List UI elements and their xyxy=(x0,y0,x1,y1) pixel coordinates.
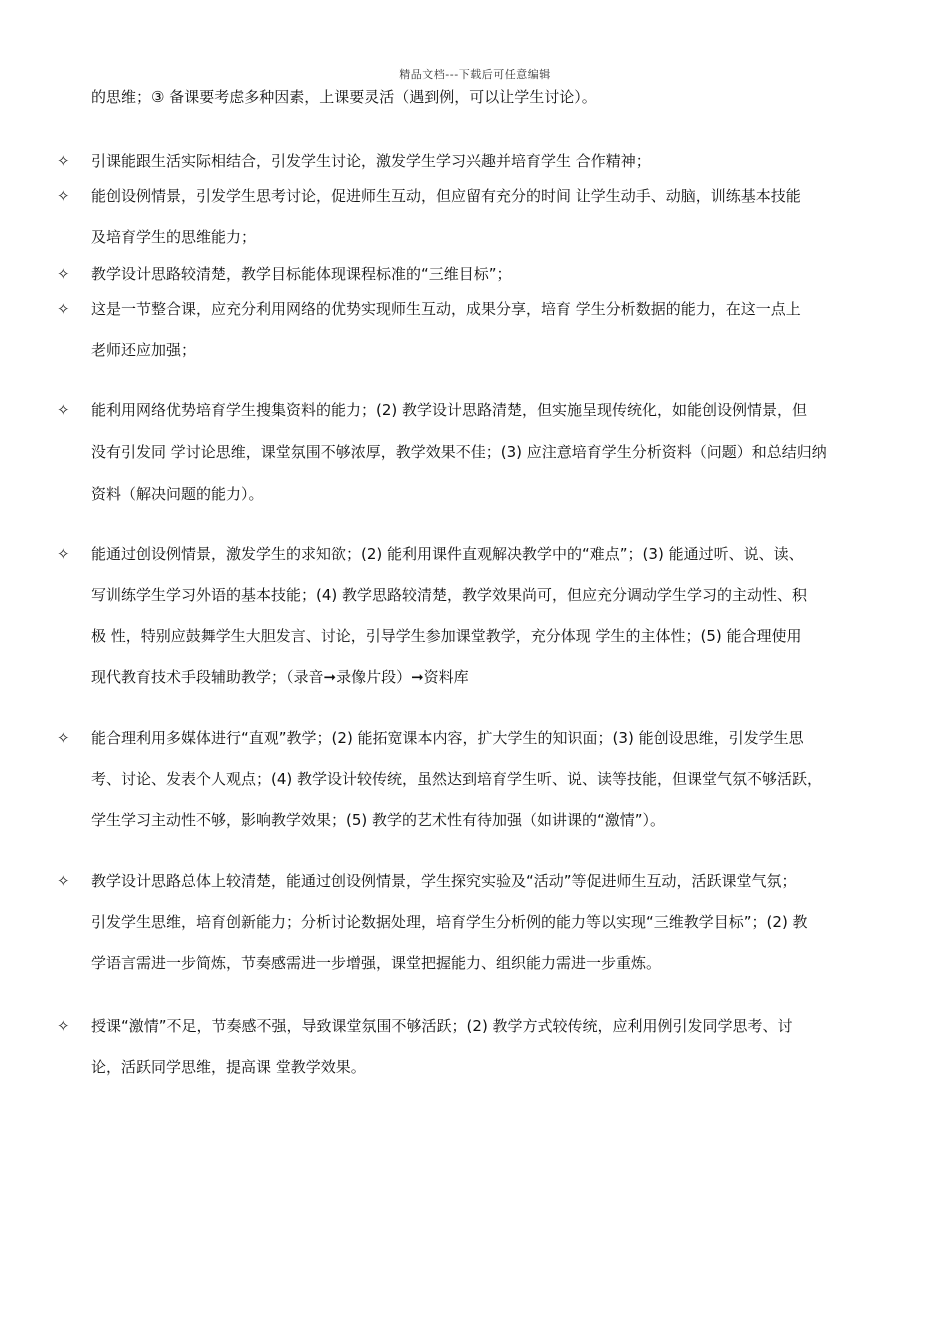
item-text: 能通过创设例情景，激发学生的求知欲；(2) 能利用课件直观解决教学中的“难点”；(3) 能通过听、说、读、 xyxy=(91,545,804,563)
item-text: 能利用网络优势培育学生搜集资料的能力；(2) 教学设计思路清楚，但实施呈现传统化，如能创设例情景，但 xyxy=(91,401,808,419)
bullet-icon: ✧ xyxy=(57,545,70,563)
item-text: 及培育学生的思维能力； xyxy=(91,228,257,246)
item-text: 引发学生思维，培育创新能力；分析讨论数据处理，培育学生分析例的能力等以实现“三维教学目标”；(2) 教 xyxy=(91,913,808,931)
bullet-icon: ✧ xyxy=(57,265,70,283)
item-text: 教学设计思路总体上较清楚，能通过创设例情景，学生探究实验及“活动”等促进师生互动，活跃课堂气氛； xyxy=(91,872,797,890)
item-text: 学语言需进一步简炼，节奏感需进一步增强，课堂把握能力、组织能力需进一步重炼。 xyxy=(91,954,662,972)
bullet-icon: ✧ xyxy=(57,1017,70,1035)
item-text: 现代教育技术手段辅助教学；（录音➞录像片段）➞资料库 xyxy=(91,668,469,686)
item-text: 教学设计思路较清楚，教学目标能体现课程标准的“三维目标”； xyxy=(91,265,512,283)
item-text: 老师还应加强； xyxy=(91,341,197,359)
item-text: 考、讨论、发表个人观点；(4) 教学设计较传统，虽然达到培育学生听、说、读等技能，但课堂气氛不够活跃， xyxy=(91,770,823,788)
page-header: 精品文档---下载后可任意编辑 xyxy=(399,68,551,81)
item-text: 授课“激情”不足，节奏感不强，导致课堂氛围不够活跃；(2) 教学方式较传统，应利用例引发同学思考、讨 xyxy=(91,1017,793,1035)
item-text: 引课能跟生活实际相结合，引发学生讨论，激发学生学习兴趣并培育学生 合作精神； xyxy=(91,152,651,170)
item-text: 能创设例情景，引发学生思考讨论，促进师生互动，但应留有充分的时间 让学生动手、动脑，训练基本技能 xyxy=(91,187,801,205)
item-text: 这是一节整合课，应充分利用网络的优势实现师生互动，成果分享，培育 学生分析数据的能力，在这一点上 xyxy=(91,300,801,318)
item-text: 写训练学生学习外语的基本技能；(4) 教学思路较清楚，教学效果尚可，但应充分调动学生学习的主动性、积 xyxy=(91,586,808,604)
bullet-icon: ✧ xyxy=(57,300,70,318)
item-text: 没有引发同 学讨论思维，课堂氛围不够浓厚，教学效果不佳；(3) 应注意培育学生分析资料（问题）和总结归纳 xyxy=(91,443,827,461)
item-text: 学生学习主动性不够，影响教学效果；(5) 教学的艺术性有待加强（如讲课的“激情”）。 xyxy=(91,811,666,829)
bullet-icon: ✧ xyxy=(57,729,70,747)
item-text: 论，活跃同学思维，提高课 堂教学效果。 xyxy=(91,1058,366,1076)
item-text: 能合理利用多媒体进行“直观”教学；(2) 能拓宽课本内容，扩大学生的知识面；(3) 能创设思维，引发学生思 xyxy=(91,729,804,747)
intro-line: 的思维；③ 备课要考虑多种因素，上课要灵活（遇到例，可以让学生讨论）。 xyxy=(91,88,597,106)
bullet-icon: ✧ xyxy=(57,152,70,170)
bullet-icon: ✧ xyxy=(57,187,70,205)
item-text: 极 性，特别应鼓舞学生大胆发言、讨论，引导学生参加课堂教学，充分体现 学生的主体性；(5) 能合理使用 xyxy=(91,627,802,645)
bullet-icon: ✧ xyxy=(57,872,70,890)
item-text: 资料（解决问题的能力）。 xyxy=(91,485,264,503)
bullet-icon: ✧ xyxy=(57,401,70,419)
